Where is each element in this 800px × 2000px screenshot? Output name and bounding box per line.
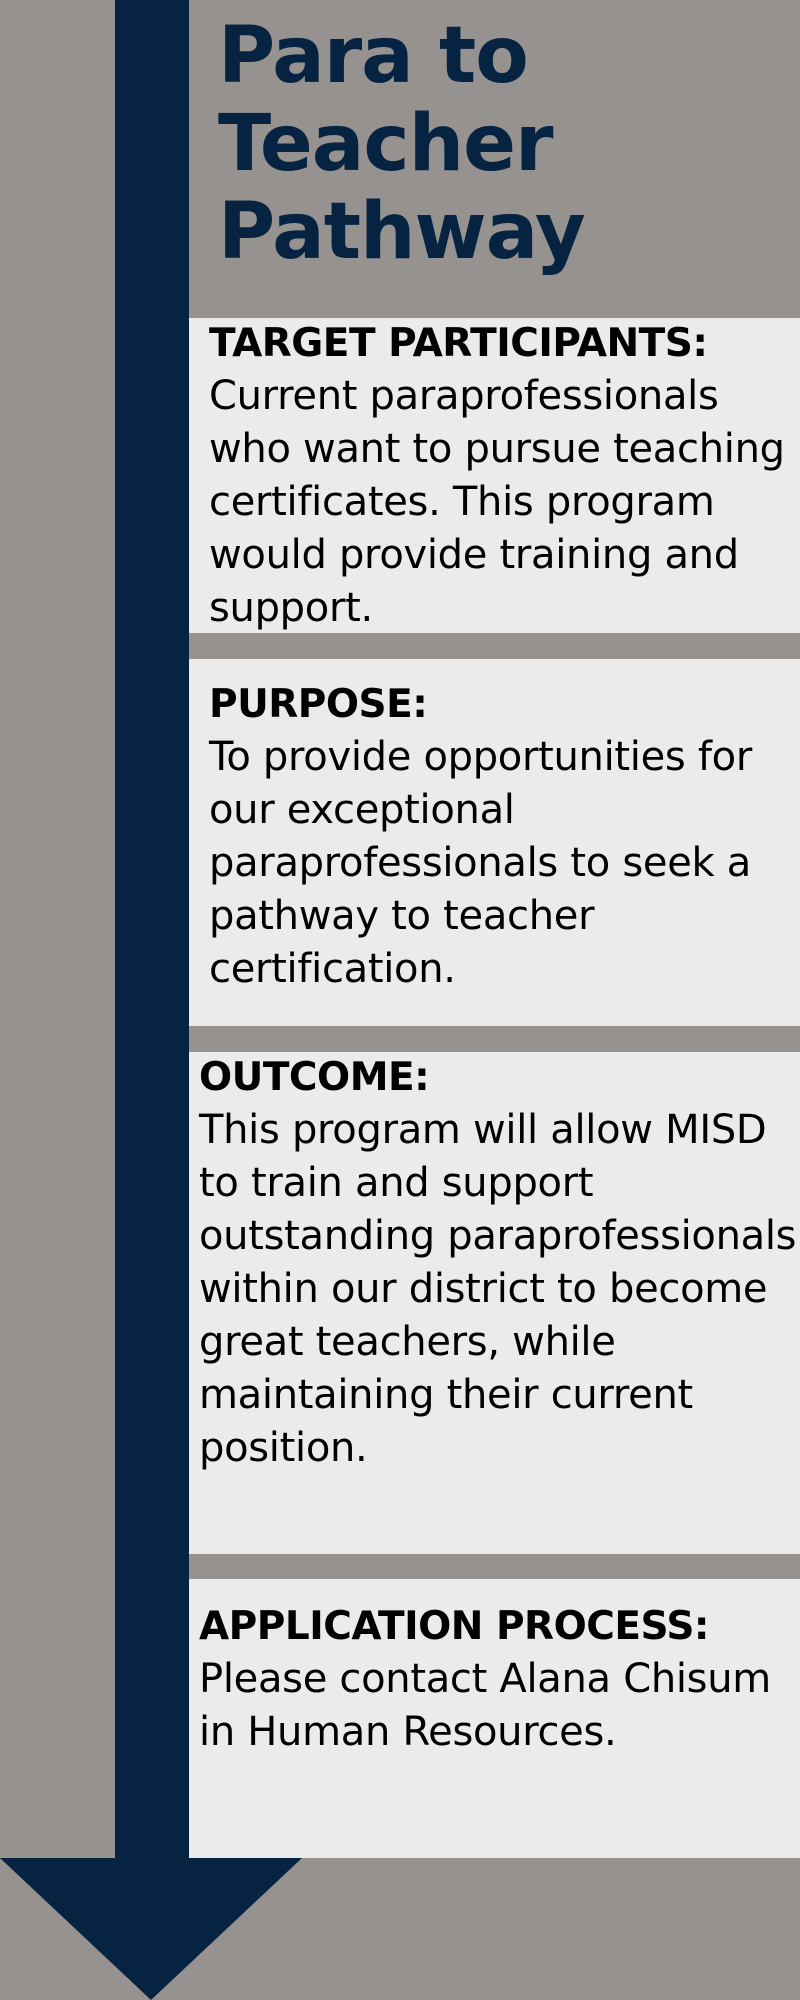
purpose-panel [189, 659, 800, 1026]
application-process-text: Please contact Alana Chisum in Human Resources. [199, 1656, 771, 1755]
target-participants-panel [189, 318, 800, 633]
target-participants-label: TARGET PARTICIPANTS: [209, 321, 708, 366]
down-arrow-shaft [115, 0, 189, 1860]
outcome-text: This program will allow MISD to train and support outstanding paraprofessionals within our district to become great teachers, while maintaining their current position. [199, 1107, 797, 1471]
page-title [218, 12, 778, 276]
down-arrow-icon [0, 1858, 302, 2000]
outcome-label: OUTCOME: [199, 1055, 430, 1100]
title-line-3: Pathway [218, 187, 585, 277]
application-process-label: APPLICATION PROCESS: [199, 1604, 710, 1649]
title-line-2: Teacher [218, 99, 553, 189]
target-participants-text: Current paraprofessionals who want to pursue teaching certificates. This program would provide training and support. [209, 373, 785, 631]
title-line-1: Para to [218, 11, 528, 101]
purpose-label: PURPOSE: [209, 682, 428, 727]
outcome-panel [189, 1052, 800, 1554]
application-process-panel [189, 1579, 800, 1858]
purpose-text: To provide opportunities for our exceptional paraprofessionals to seek a pathway to teacher certification. [209, 734, 752, 992]
